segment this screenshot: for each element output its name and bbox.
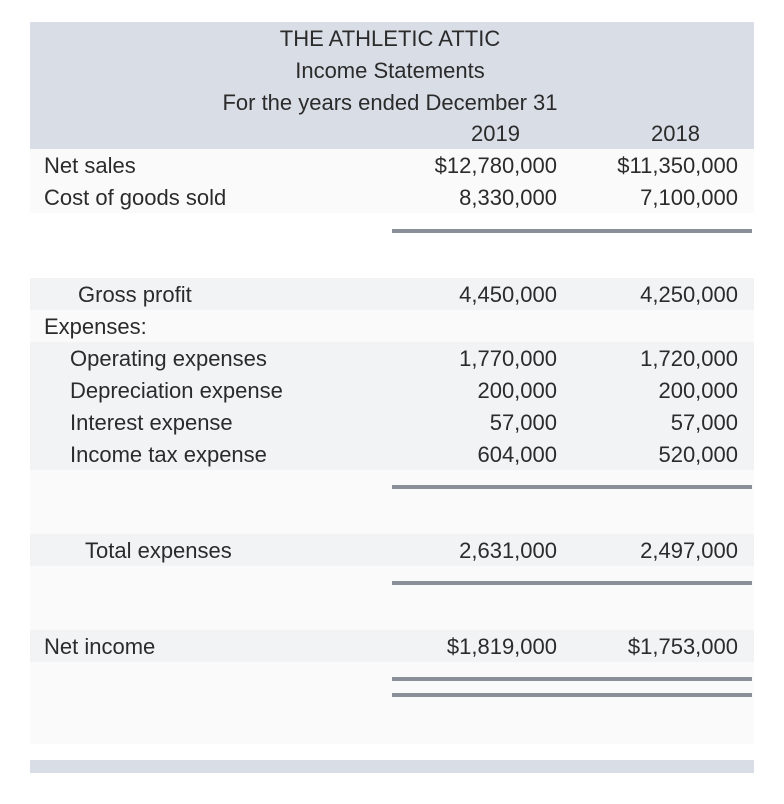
total-expenses-label: Total expenses xyxy=(85,538,232,563)
operating-expenses-2019: 1,770,000 xyxy=(459,346,557,371)
statement-period: For the years ended December 31 xyxy=(222,90,558,115)
total-rule xyxy=(392,581,752,585)
net-sales-label: Net sales xyxy=(44,153,136,178)
gross-profit-2019: 4,450,000 xyxy=(459,282,557,307)
gross-profit-label: Gross profit xyxy=(78,282,192,307)
interest-expense-2018: 57,000 xyxy=(670,410,738,435)
band-footer xyxy=(30,662,754,744)
total-expenses-2018: 2,497,000 xyxy=(640,538,738,563)
double-rule-bottom xyxy=(392,693,752,697)
income-tax-expense-label: Income tax expense xyxy=(70,442,267,467)
double-rule-top xyxy=(392,677,752,681)
total-expenses-2019: 2,631,000 xyxy=(459,538,557,563)
statement-title: Income Statements xyxy=(295,58,485,83)
company-name: THE ATHLETIC ATTIC xyxy=(279,26,501,51)
subtotal-rule xyxy=(392,229,752,233)
band-spacer xyxy=(30,470,754,534)
interest-expense-2019: 57,000 xyxy=(489,410,557,435)
expenses-subtotal-rule xyxy=(392,485,752,489)
band-spacer-2 xyxy=(30,566,754,630)
income-tax-expense-2019: 604,000 xyxy=(477,442,557,467)
net-sales-2019: $12,780,000 xyxy=(434,153,557,178)
net-income-2018: $1,753,000 xyxy=(627,634,738,659)
footer-bar xyxy=(30,760,754,773)
year-2019-header: 2019 xyxy=(471,121,520,146)
year-2018-header: 2018 xyxy=(651,121,700,146)
depreciation-expense-2019: 200,000 xyxy=(477,378,557,403)
cogs-label: Cost of goods sold xyxy=(44,185,227,210)
net-income-2019: $1,819,000 xyxy=(446,634,557,659)
gross-profit-2018: 4,250,000 xyxy=(640,282,738,307)
net-income-label: Net income xyxy=(44,634,156,659)
cogs-2019: 8,330,000 xyxy=(459,185,557,210)
depreciation-expense-2018: 200,000 xyxy=(658,378,738,403)
depreciation-expense-label: Depreciation expense xyxy=(70,378,283,403)
income-tax-expense-2018: 520,000 xyxy=(658,442,738,467)
interest-expense-label: Interest expense xyxy=(70,410,233,435)
cogs-2018: 7,100,000 xyxy=(640,185,738,210)
operating-expenses-2018: 1,720,000 xyxy=(640,346,738,371)
net-sales-2018: $11,350,000 xyxy=(617,153,738,178)
expenses-heading: Expenses: xyxy=(44,314,147,339)
operating-expenses-label: Operating expenses xyxy=(70,346,267,371)
